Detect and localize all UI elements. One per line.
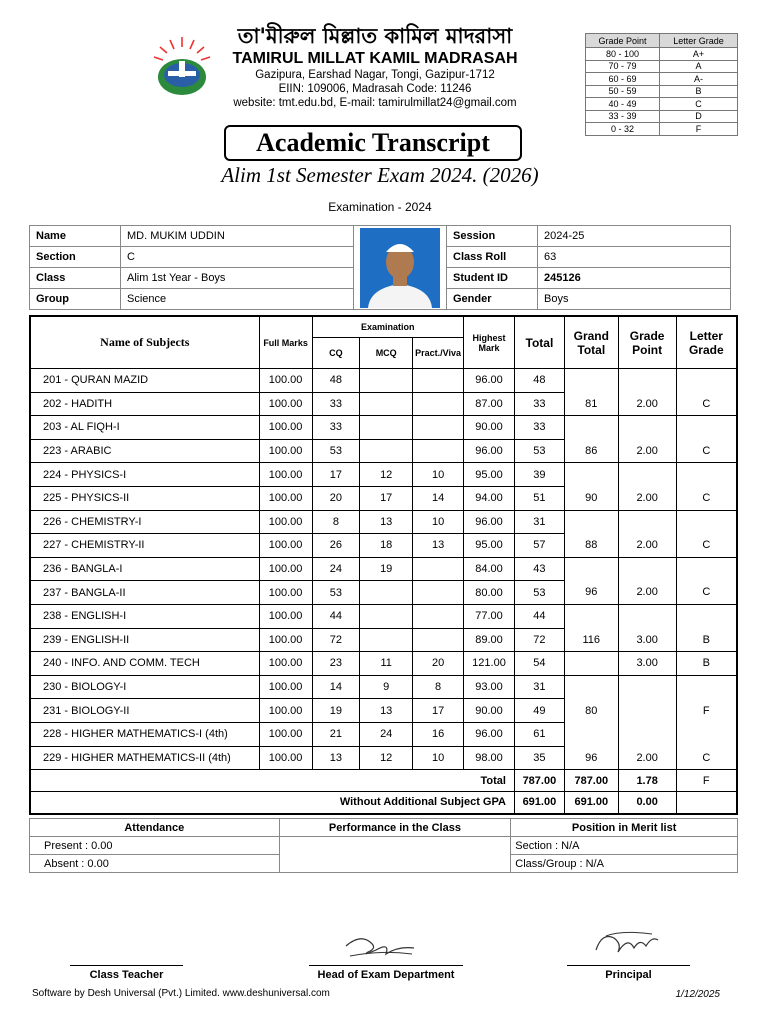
subject-full: 100.00	[259, 486, 312, 510]
without-additional-grand: 691.00	[564, 792, 618, 814]
group-lg: C	[676, 392, 737, 416]
group-lg: C	[676, 486, 737, 510]
subject-full: 100.00	[259, 722, 312, 746]
subject-pract	[413, 581, 464, 605]
subject-total: 51	[514, 486, 564, 510]
subject-subject: 223 - ARABIC	[30, 439, 259, 463]
group-gp	[618, 416, 676, 440]
group-grand	[564, 722, 618, 746]
subject-highest: 77.00	[464, 604, 515, 628]
subject-highest: 80.00	[464, 581, 515, 605]
group-grand	[564, 675, 618, 699]
subject-cq: 48	[312, 369, 360, 393]
subject-full: 100.00	[259, 628, 312, 652]
grade-scale-row	[586, 60, 738, 73]
group-lg: C	[676, 534, 737, 558]
subject-row	[30, 392, 737, 416]
madrasah-contact: website: tmt.edu.bd, E-mail: tamirulmillat24@gmail.com	[233, 97, 517, 109]
subject-highest: 96.00	[464, 510, 515, 534]
madrasah-name-bangla: তা'মীরুল মিল্লাত কামিল মাদরাসা	[237, 24, 513, 48]
subject-cq: 14	[312, 675, 360, 699]
head-exam-signature	[340, 928, 420, 962]
subject-full: 100.00	[259, 699, 312, 723]
group-lg: B	[676, 628, 737, 652]
letter-grade-col-header: Letter Grade	[676, 316, 737, 369]
cq-header: CQ	[312, 338, 360, 369]
absent-value: Absent : 0.00	[30, 855, 280, 873]
group-grand: 96	[564, 746, 618, 770]
subject-mcq	[360, 604, 413, 628]
group-grand	[564, 604, 618, 628]
subject-row	[30, 722, 737, 746]
subject-row	[30, 439, 737, 463]
grade-scale-letter: A+	[660, 48, 738, 61]
subject-row	[30, 463, 737, 487]
subject-cq: 17	[312, 463, 360, 487]
group-lg: C	[676, 581, 737, 605]
transcript-title: Academic Transcript	[224, 125, 522, 161]
exam-year: Examination - 2024	[328, 200, 432, 214]
subject-row	[30, 486, 737, 510]
grade-scale-row	[586, 123, 738, 136]
grade-scale-range: 0 - 32	[586, 123, 660, 136]
group-grand	[564, 652, 618, 676]
total-grand: 787.00	[564, 770, 618, 792]
subject-subject: 231 - BIOLOGY-II	[30, 699, 259, 723]
group-grand: 80	[564, 699, 618, 723]
head-exam-label: Head of Exam Department	[317, 969, 455, 981]
subject-full: 100.00	[259, 392, 312, 416]
group-gp: 2.00	[618, 534, 676, 558]
section-value: C	[121, 247, 354, 268]
subject-highest: 96.00	[464, 369, 515, 393]
subject-highest: 98.00	[464, 746, 515, 770]
subject-mcq: 11	[360, 652, 413, 676]
subject-highest: 95.00	[464, 463, 515, 487]
subject-mcq: 18	[360, 534, 413, 558]
class-teacher-line	[70, 965, 183, 966]
subject-pract: 20	[413, 652, 464, 676]
subject-highest: 84.00	[464, 557, 515, 581]
subject-subject: 224 - PHYSICS-I	[30, 463, 259, 487]
group-lg	[676, 416, 737, 440]
subject-subject: 203 - AL FIQH-I	[30, 416, 259, 440]
group-gp	[618, 557, 676, 581]
subject-subject: 202 - HADITH	[30, 392, 259, 416]
madrasah-logo	[150, 35, 214, 97]
subject-subject: 201 - QURAN MAZID	[30, 369, 259, 393]
subject-highest: 121.00	[464, 652, 515, 676]
performance-cell	[279, 837, 511, 873]
subject-pract: 10	[413, 746, 464, 770]
student-id-value: 245126	[538, 268, 731, 289]
group-lg	[676, 369, 737, 393]
subject-cq: 21	[312, 722, 360, 746]
subject-cq: 19	[312, 699, 360, 723]
subject-total: 53	[514, 439, 564, 463]
group-grand: 90	[564, 486, 618, 510]
subject-total: 57	[514, 534, 564, 558]
grade-scale-letter: C	[660, 98, 738, 111]
grade-scale-range: 50 - 59	[586, 85, 660, 98]
madrasah-address: Gazipura, Earshad Nagar, Tongi, Gazipur-1712	[255, 69, 495, 81]
subject-total: 72	[514, 628, 564, 652]
gender-value: Boys	[538, 289, 731, 310]
class-label: Class	[30, 268, 121, 289]
subject-cq: 72	[312, 628, 360, 652]
group-grand: 81	[564, 392, 618, 416]
session-label: Session	[447, 226, 538, 247]
subject-pract	[413, 416, 464, 440]
subject-total: 44	[514, 604, 564, 628]
grade-scale-range: 60 - 69	[586, 73, 660, 86]
grade-scale-letter: A	[660, 60, 738, 73]
group-lg	[676, 510, 737, 534]
grade-point-col-header: Grade Point	[618, 316, 676, 369]
class-teacher-label: Class Teacher	[89, 969, 164, 981]
without-additional-letter	[676, 792, 737, 814]
subject-subject: 237 - BANGLA-II	[30, 581, 259, 605]
subject-cq: 44	[312, 604, 360, 628]
without-additional-gpa: 0.00	[618, 792, 676, 814]
grade-scale-range: 40 - 49	[586, 98, 660, 111]
subject-mcq: 12	[360, 463, 413, 487]
group-lg	[676, 557, 737, 581]
grade-scale-row	[586, 85, 738, 98]
subject-full: 100.00	[259, 581, 312, 605]
grade-scale-row	[586, 48, 738, 61]
summary-table	[29, 818, 738, 873]
name-label: Name	[30, 226, 121, 247]
student-photo	[360, 228, 440, 308]
subject-mcq	[360, 581, 413, 605]
group-gp	[618, 510, 676, 534]
student-id-label: Student ID	[447, 268, 538, 289]
subject-total: 39	[514, 463, 564, 487]
without-additional-label: Without Additional Subject GPA	[30, 792, 514, 814]
group-lg: F	[676, 699, 737, 723]
group-gp	[618, 604, 676, 628]
subject-row	[30, 699, 737, 723]
madrasah-codes: EIIN: 109006, Madrasah Code: 11246	[278, 83, 472, 95]
grade-point-header: Grade Point	[586, 34, 660, 48]
subject-full: 100.00	[259, 439, 312, 463]
subject-row	[30, 534, 737, 558]
grade-scale-row	[586, 98, 738, 111]
subject-cq: 53	[312, 439, 360, 463]
subject-row	[30, 369, 737, 393]
grade-scale-range: 80 - 100	[586, 48, 660, 61]
grade-scale-letter: B	[660, 85, 738, 98]
subject-cq: 26	[312, 534, 360, 558]
attendance-header: Attendance	[30, 819, 280, 837]
subject-pract	[413, 369, 464, 393]
subject-full: 100.00	[259, 510, 312, 534]
class-position: Class/Group : N/A	[511, 855, 738, 873]
subject-pract: 10	[413, 463, 464, 487]
subject-total: 49	[514, 699, 564, 723]
subject-subject: 239 - ENGLISH-II	[30, 628, 259, 652]
group-grand	[564, 510, 618, 534]
subject-cq: 53	[312, 581, 360, 605]
subject-subject: 236 - BANGLA-I	[30, 557, 259, 581]
section-label: Section	[30, 247, 121, 268]
subject-cq: 23	[312, 652, 360, 676]
group-gp: 2.00	[618, 439, 676, 463]
group-lg: C	[676, 439, 737, 463]
group-grand	[564, 557, 618, 581]
total-header: Total	[514, 316, 564, 369]
subject-mcq: 9	[360, 675, 413, 699]
subject-total: 31	[514, 510, 564, 534]
group-lg	[676, 463, 737, 487]
subject-subject: 225 - PHYSICS-II	[30, 486, 259, 510]
present-value: Present : 0.00	[30, 837, 280, 855]
group-label: Group	[30, 289, 121, 310]
group-grand: 86	[564, 439, 618, 463]
subject-row	[30, 510, 737, 534]
subject-row	[30, 581, 737, 605]
subject-pract	[413, 628, 464, 652]
total-letter-grade: F	[676, 770, 737, 792]
subject-total: 53	[514, 581, 564, 605]
subject-total: 54	[514, 652, 564, 676]
subject-highest: 96.00	[464, 439, 515, 463]
group-grand	[564, 463, 618, 487]
print-date: 1/12/2025	[675, 989, 720, 1000]
subject-mcq: 12	[360, 746, 413, 770]
group-lg: C	[676, 746, 737, 770]
exam-title: Alim 1st Semester Exam 2024. (2026)	[221, 163, 539, 187]
group-lg: B	[676, 652, 737, 676]
group-lg	[676, 675, 737, 699]
head-exam-line	[309, 965, 463, 966]
subject-full: 100.00	[259, 534, 312, 558]
group-gp	[618, 722, 676, 746]
subject-cq: 8	[312, 510, 360, 534]
group-gp	[618, 463, 676, 487]
subject-pract: 16	[413, 722, 464, 746]
group-gp: 2.00	[618, 746, 676, 770]
subject-highest: 94.00	[464, 486, 515, 510]
subject-pract: 10	[413, 510, 464, 534]
grade-scale-range: 70 - 79	[586, 60, 660, 73]
performance-header: Performance in the Class	[279, 819, 511, 837]
subject-total: 35	[514, 746, 564, 770]
subject-pract	[413, 604, 464, 628]
principal-line	[567, 965, 690, 966]
subject-mcq: 24	[360, 722, 413, 746]
subject-full: 100.00	[259, 746, 312, 770]
subject-row	[30, 628, 737, 652]
subject-full: 100.00	[259, 557, 312, 581]
grade-scale-range: 33 - 39	[586, 110, 660, 123]
subject-full: 100.00	[259, 604, 312, 628]
subject-row	[30, 746, 737, 770]
subject-row	[30, 416, 737, 440]
group-grand	[564, 416, 618, 440]
subject-mcq: 13	[360, 510, 413, 534]
gender-label: Gender	[447, 289, 538, 310]
group-grand	[564, 369, 618, 393]
subject-pract: 14	[413, 486, 464, 510]
class-value: Alim 1st Year - Boys	[121, 268, 354, 289]
subject-row	[30, 604, 737, 628]
subject-pract	[413, 392, 464, 416]
letter-grade-header: Letter Grade	[660, 34, 738, 48]
section-position: Section : N/A	[511, 837, 738, 855]
subject-mcq	[360, 392, 413, 416]
mcq-header: MCQ	[360, 338, 413, 369]
merit-header: Position in Merit list	[511, 819, 738, 837]
subject-highest: 95.00	[464, 534, 515, 558]
subject-full: 100.00	[259, 652, 312, 676]
subject-full: 100.00	[259, 675, 312, 699]
subject-full: 100.00	[259, 416, 312, 440]
group-gp: 3.00	[618, 628, 676, 652]
group-gp: 2.00	[618, 486, 676, 510]
subject-pract: 13	[413, 534, 464, 558]
subject-total: 33	[514, 392, 564, 416]
class-roll-value: 63	[538, 247, 731, 268]
grade-scale-letter: A-	[660, 73, 738, 86]
subject-pract	[413, 557, 464, 581]
group-lg	[676, 604, 737, 628]
subject-mcq	[360, 628, 413, 652]
subject-mcq	[360, 369, 413, 393]
examination-header: Examination	[312, 316, 464, 338]
student-info-table	[29, 225, 731, 310]
without-additional-marks: 691.00	[514, 792, 564, 814]
full-marks-header: Full Marks	[259, 316, 312, 369]
group-gp: 2.00	[618, 581, 676, 605]
group-gp: 2.00	[618, 392, 676, 416]
subject-mcq: 13	[360, 699, 413, 723]
subject-cq: 33	[312, 416, 360, 440]
group-gp	[618, 699, 676, 723]
grade-scale-letter: D	[660, 110, 738, 123]
grade-scale-row	[586, 110, 738, 123]
subject-highest: 90.00	[464, 416, 515, 440]
subject-total: 43	[514, 557, 564, 581]
subject-highest: 96.00	[464, 722, 515, 746]
grade-scale-table	[585, 33, 738, 136]
subject-cq: 24	[312, 557, 360, 581]
subject-total: 61	[514, 722, 564, 746]
subject-mcq: 19	[360, 557, 413, 581]
group-gp	[618, 675, 676, 699]
group-lg	[676, 722, 737, 746]
marks-table	[29, 315, 738, 815]
software-credit: Software by Desh Universal (Pvt.) Limited. www.deshuniversal.com	[32, 988, 330, 999]
subject-pract: 17	[413, 699, 464, 723]
total-marks: 787.00	[514, 770, 564, 792]
madrasah-name: TAMIRUL MILLAT KAMIL MADRASAH	[232, 50, 518, 67]
subject-row	[30, 557, 737, 581]
subject-subject: 227 - CHEMISTRY-II	[30, 534, 259, 558]
subject-highest: 89.00	[464, 628, 515, 652]
subject-mcq: 17	[360, 486, 413, 510]
group-grand: 88	[564, 534, 618, 558]
highest-mark-header: Highest Mark	[464, 316, 515, 369]
subject-mcq	[360, 416, 413, 440]
subject-subject: 229 - HIGHER MATHEMATICS-II (4th)	[30, 746, 259, 770]
principal-label: Principal	[605, 969, 652, 981]
photo-cell	[354, 226, 447, 310]
subject-cq: 20	[312, 486, 360, 510]
subject-total: 33	[514, 416, 564, 440]
subject-highest: 87.00	[464, 392, 515, 416]
subject-header: Name of Subjects	[30, 316, 259, 369]
group-grand: 116	[564, 628, 618, 652]
subject-mcq	[360, 439, 413, 463]
grade-scale-letter: F	[660, 123, 738, 136]
subject-total: 48	[514, 369, 564, 393]
subject-subject: 230 - BIOLOGY-I	[30, 675, 259, 699]
subject-full: 100.00	[259, 369, 312, 393]
subject-pract	[413, 439, 464, 463]
subject-cq: 33	[312, 392, 360, 416]
session-value: 2024-25	[538, 226, 731, 247]
total-gpa: 1.78	[618, 770, 676, 792]
subject-row	[30, 675, 737, 699]
subject-subject: 240 - INFO. AND COMM. TECH	[30, 652, 259, 676]
subject-subject: 226 - CHEMISTRY-I	[30, 510, 259, 534]
group-grand: 96	[564, 581, 618, 605]
group-gp	[618, 369, 676, 393]
group-gp: 3.00	[618, 652, 676, 676]
subject-cq: 13	[312, 746, 360, 770]
group-value: Science	[121, 289, 354, 310]
subject-pract: 8	[413, 675, 464, 699]
subject-highest: 93.00	[464, 675, 515, 699]
grade-scale-row	[586, 73, 738, 86]
principal-signature	[592, 926, 662, 960]
subject-subject: 228 - HIGHER MATHEMATICS-I (4th)	[30, 722, 259, 746]
subject-full: 100.00	[259, 463, 312, 487]
subject-row	[30, 652, 737, 676]
grand-total-header: Grand Total	[564, 316, 618, 369]
pract-viva-header: Pract./Viva	[413, 338, 464, 369]
subject-subject: 238 - ENGLISH-I	[30, 604, 259, 628]
student-name: MD. MUKIM UDDIN	[121, 226, 354, 247]
total-label: Total	[30, 770, 514, 792]
class-roll-label: Class Roll	[447, 247, 538, 268]
subject-total: 31	[514, 675, 564, 699]
subject-highest: 90.00	[464, 699, 515, 723]
